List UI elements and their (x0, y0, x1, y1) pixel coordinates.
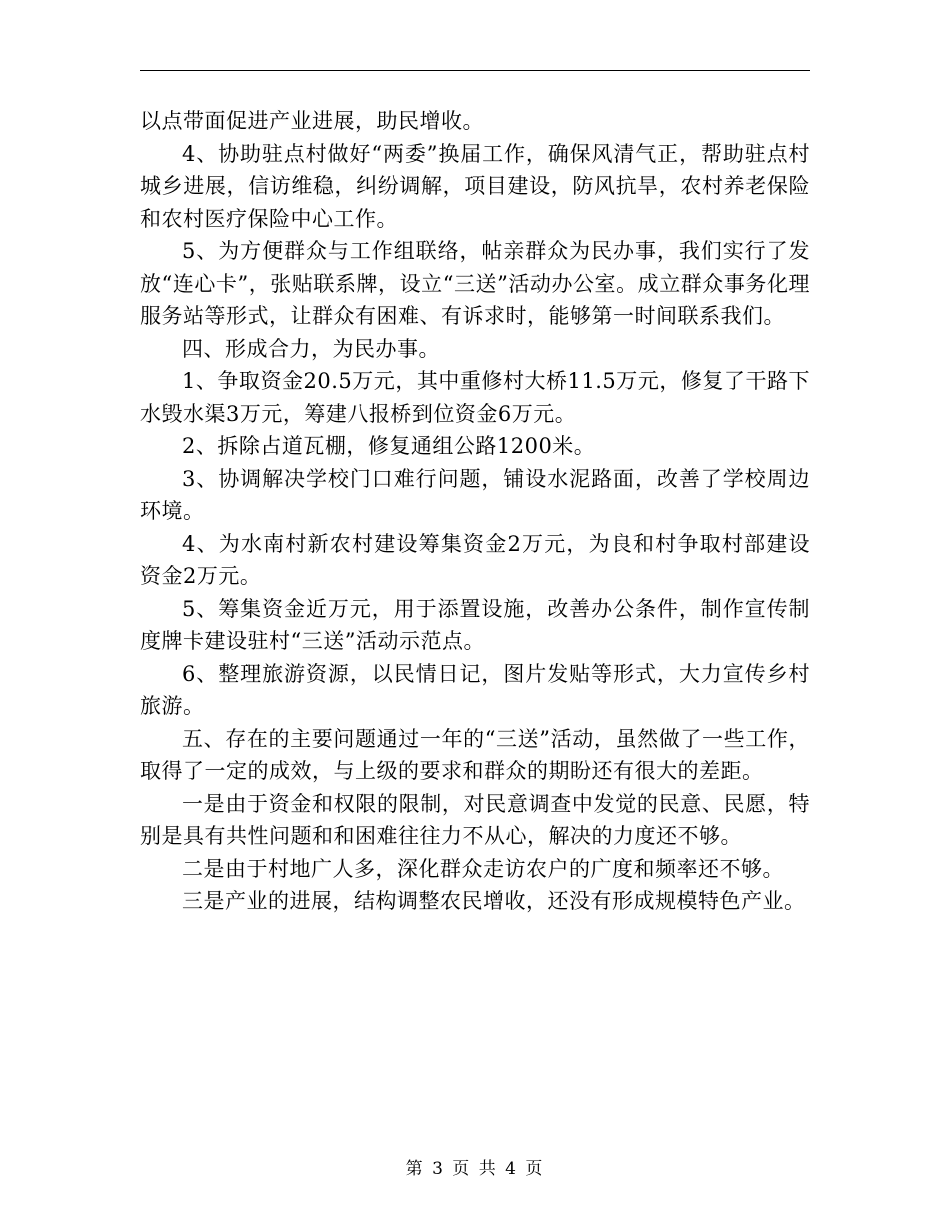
section-heading: 四、形成合力，为民办事。 (182, 336, 440, 361)
paragraph: 三是产业的进展，结构调整农民增收，还没有形成规模特色产业。 (182, 889, 806, 913)
paragraph: 二是由于村地广人多，深化群众走访农户的广度和频率还不够。 (182, 856, 784, 881)
paragraph: 4、为水南村新农村建设筹集资金2万元，为良和村争取村部建设资金2万元。 (140, 531, 810, 588)
paragraph: 4、协助驻点村做好“两委”换届工作，确保风清气正，帮助驻点村城乡进展，信访维稳，纠纷调解，项目建设，防风抗旱，农村养老保险和农村医疗保险中心工作。 (140, 141, 810, 231)
paragraph: 5、筹集资金近万元，用于添置设施，改善办公条件，制作宣传制度牌卡建设驻村“三送”活动示范点。 (140, 596, 810, 653)
paragraph: 6、整理旅游资源，以民情日记，图片发贴等形式，大力宣传乡村旅游。 (140, 661, 810, 718)
section-heading: 五、存在的主要问题通过一年的“三送”活动，虽然做了一些工作，取得了一定的成效，与上级的要求和群众的期盼还有很大的差距。 (140, 726, 810, 783)
header-rule (140, 70, 810, 71)
paragraph: 一是由于资金和权限的限制，对民意调查中发觉的民意、民愿，特别是具有共性问题和和困难往往力不从心，解决的力度还不够。 (140, 791, 810, 848)
paragraph: 以点带面促进产业进展，助民增收。 (140, 109, 484, 133)
paragraph: 1、争取资金20.5万元，其中重修村大桥11.5万元，修复了干路下水毁水渠3万元，筹建八报桥到位资金6万元。 (140, 369, 810, 426)
paragraph: 5、为方便群众与工作组联络，帖亲群众为民办事，我们实行了发放“连心卡”，张贴联系牌，设立“三送”活动办公室。成立群众事务化理服务站等形式，让群众有困难、有诉求时，能够第一时间联系我们。 (140, 239, 810, 328)
page-number: 第 3 页 共 4 页 (405, 1159, 545, 1179)
paragraph: 3、协调解决学校门口难行问题，铺设水泥路面，改善了学校周边环境。 (140, 466, 810, 523)
paragraph: 2、拆除占道瓦棚，修复通组公路1200米。 (182, 434, 596, 458)
document-body (140, 105, 810, 918)
